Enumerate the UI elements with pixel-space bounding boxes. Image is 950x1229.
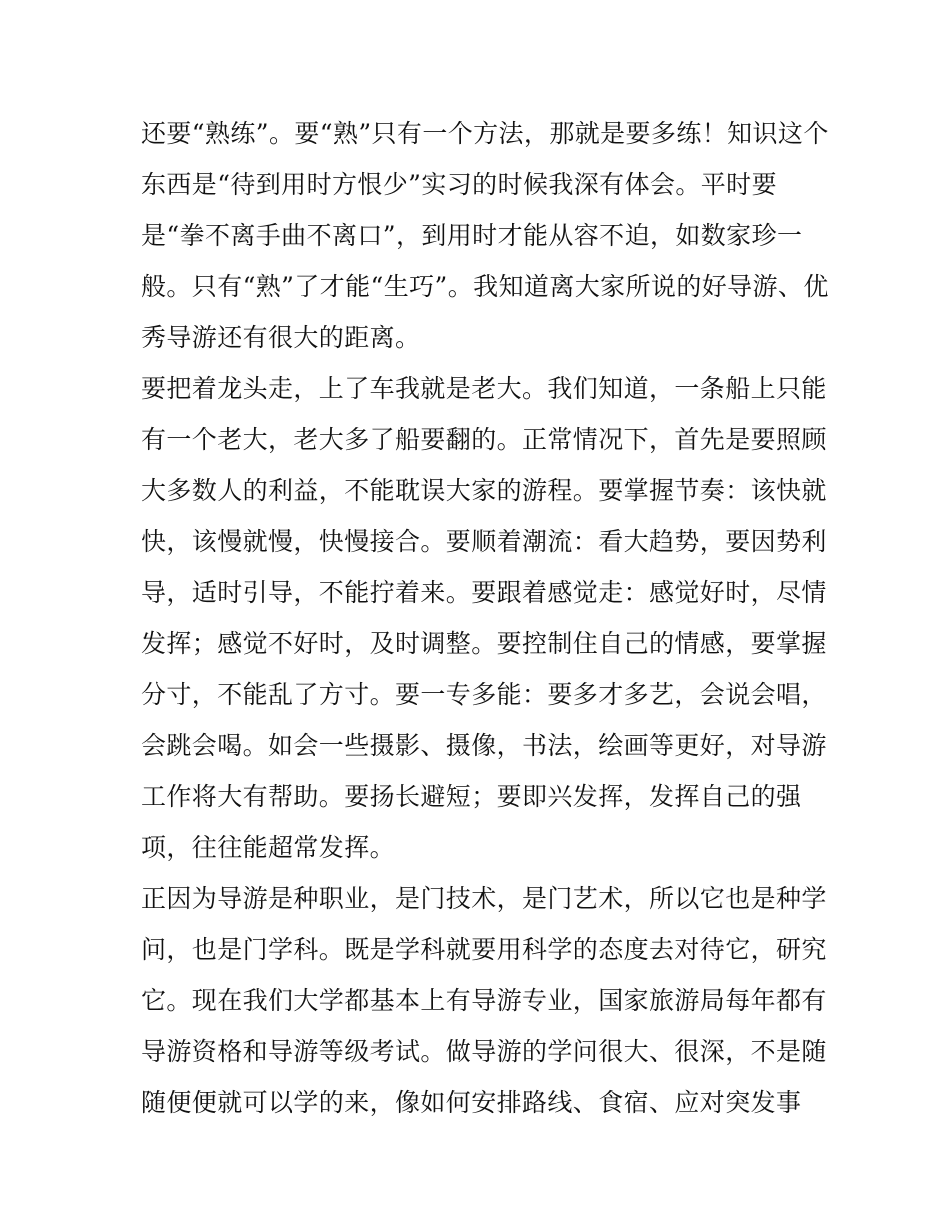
text-line: 有一个老大，老大多了船要翻的。正常情况下，首先是要照顾 bbox=[141, 425, 827, 454]
text-line: 要把着龙头走，上了车我就是老大。我们知道，一条船上只能 bbox=[141, 374, 827, 403]
text-line: 般。只有“熟”了才能“生巧”。我知道离大家所说的好导游、优 bbox=[141, 272, 829, 301]
text-line: 大多数人的利益，不能耽误大家的游程。要掌握节奏：该快就 bbox=[141, 476, 827, 505]
body-text bbox=[141, 108, 829, 1128]
text-line: 它。现在我们大学都基本上有导游专业，国家旅游局每年都有 bbox=[141, 986, 827, 1015]
text-line: 发挥；感觉不好时，及时调整。要控制住自己的情感，要掌握 bbox=[141, 629, 827, 658]
text-line: 问，也是门学科。既是学科就要用科学的态度去对待它，研究 bbox=[141, 935, 827, 964]
text-line: 导，适时引导，不能拧着来。要跟着感觉走：感觉好时，尽情 bbox=[141, 578, 827, 607]
text-line: 还要“熟练”。要“熟”只有一个方法，那就是要多练！知识这个 bbox=[141, 119, 829, 148]
text-line: 东西是“待到用时方恨少”实习的时候我深有体会。平时要 bbox=[141, 170, 777, 199]
text-line: 快，该慢就慢，快慢接合。要顺着潮流：看大趋势，要因势利 bbox=[141, 527, 827, 556]
text-line: 分寸，不能乱了方寸。要一专多能：要多才多艺，会说会唱， bbox=[141, 680, 827, 709]
text-line: 是“拳不离手曲不离口”，到用时才能从容不迫，如数家珍一 bbox=[141, 221, 803, 250]
text-line: 会跳会喝。如会一些摄影、摄像，书法，绘画等更好，对导游 bbox=[141, 731, 827, 760]
text-line: 秀导游还有很大的距离。 bbox=[141, 323, 421, 352]
text-line: 项，往往能超常发挥。 bbox=[141, 833, 396, 862]
text-line: 导游资格和导游等级考试。做导游的学问很大、很深，不是随 bbox=[141, 1037, 827, 1066]
text-line: 正因为导游是种职业，是门技术，是门艺术，所以它也是种学 bbox=[141, 884, 827, 913]
text-line: 工作将大有帮助。要扬长避短；要即兴发挥，发挥自己的强 bbox=[141, 782, 802, 811]
text-line: 随便便就可以学的来，像如何安排路线、食宿、应对突发事 bbox=[141, 1088, 802, 1117]
